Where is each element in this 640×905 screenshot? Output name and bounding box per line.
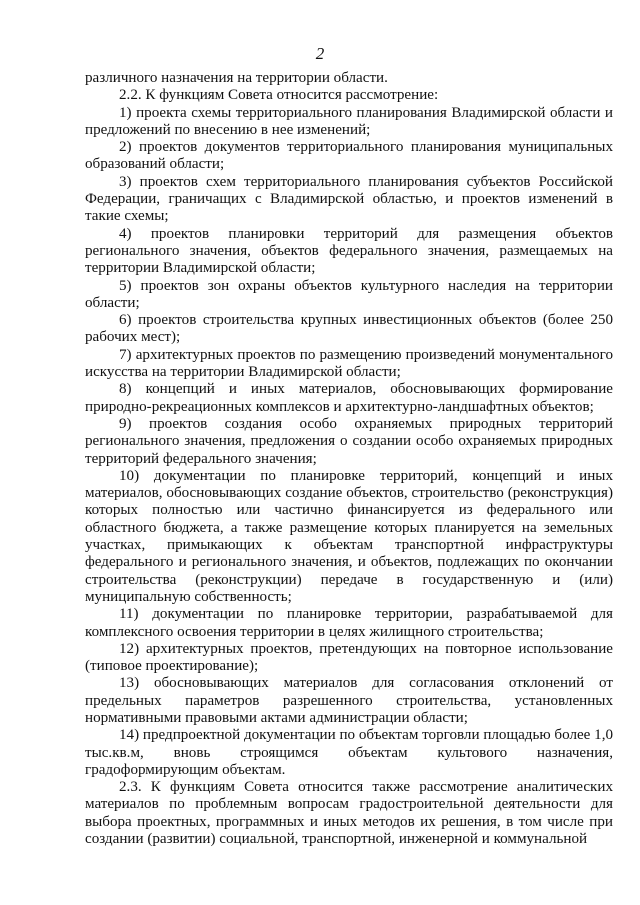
list-item-5: 5) проектов зон охраны объектов культурного наследия на территории области; (85, 277, 613, 311)
list-item-10: 10) документации по планировке территорий, концепций и иных материалов, обосновывающих создание объектов, строительство (реконструкция) которых полностью или частично финансируется из федерального или областного бюджета, а также размещение которых планируется на земельных участках, примыкающих к объектам транспортной инфраструктуры федерального и регионального значения, и объектов, подлежащих по окончании строительства (реконструкции) передаче в государственную и (или) муниципальную собственность; (85, 467, 613, 605)
list-item-12: 12) архитектурных проектов, претендующих на повторное использование (типовое проектирование); (85, 640, 613, 675)
document-body (85, 70, 613, 848)
list-item-3: 3) проектов схем территориального планирования субъектов Российской Федерации, граничащих с Владимирской областью, и проектов изменений в такие схемы; (85, 173, 613, 225)
list-item-2: 2) проектов документов территориального планирования муниципальных образований области; (85, 139, 613, 173)
list-item-7: 7) архитектурных проектов по размещению произведений монументального искусства на территории Владимирской области; (85, 346, 613, 381)
list-item-14: 14) предпроектной документации по объектам торговли площадью более 1,0 тыс.кв.м, вновь строящимся объектам культового назначения, градоформирующим объектам. (85, 727, 614, 778)
list-item-6: 6) проектов строительства крупных инвестиционных объектов (более 250 рабочих мест); (85, 312, 613, 346)
page-number: 2 (315, 44, 325, 63)
list-item-4: 4) проектов планировки территорий для размещения объектов регионального значения, объектов федерального значения, размещаемых на территории Владимирской области; (85, 225, 613, 277)
list-item-8: 8) концепций и иных материалов, обосновывающих формирование природно-рекреационных комплексов и архитектурно-ландшафтных объектов; (85, 381, 613, 415)
list-item-1: 1) проекта схемы территориального планирования Владимирской области и предложений по внесению в нее изменений; (85, 104, 613, 138)
list-item-13: 13) обосновывающих материалов для согласования отклонений от предельных параметров разрешенного строительства, установленных нормативными правовыми актами администрации области; (85, 675, 613, 726)
paragraph-section-2-3: 2.3. К функциям Совета относится также рассмотрение аналитических материалов по проблемным вопросам градостроительной деятельности для выбора проектных, программных и иных методов их решения, в том числе при создании (развитии) социальной, транспортной, инженерной и коммунальной (85, 779, 613, 848)
paragraph-section-2-2: 2.2. К функциям Совета относится рассмотрение: (119, 87, 439, 104)
list-item-11: 11) документации по планировке территории, разрабатываемой для комплексного освоения территории в целях жилищного строительства; (85, 606, 613, 640)
list-item-9: 9) проектов создания особо охраняемых природных территорий регионального значения, предложения о создании особо охраняемых природных территорий федерального значения; (85, 415, 613, 467)
paragraph-continuation: различного назначения на территории области. (85, 70, 388, 86)
